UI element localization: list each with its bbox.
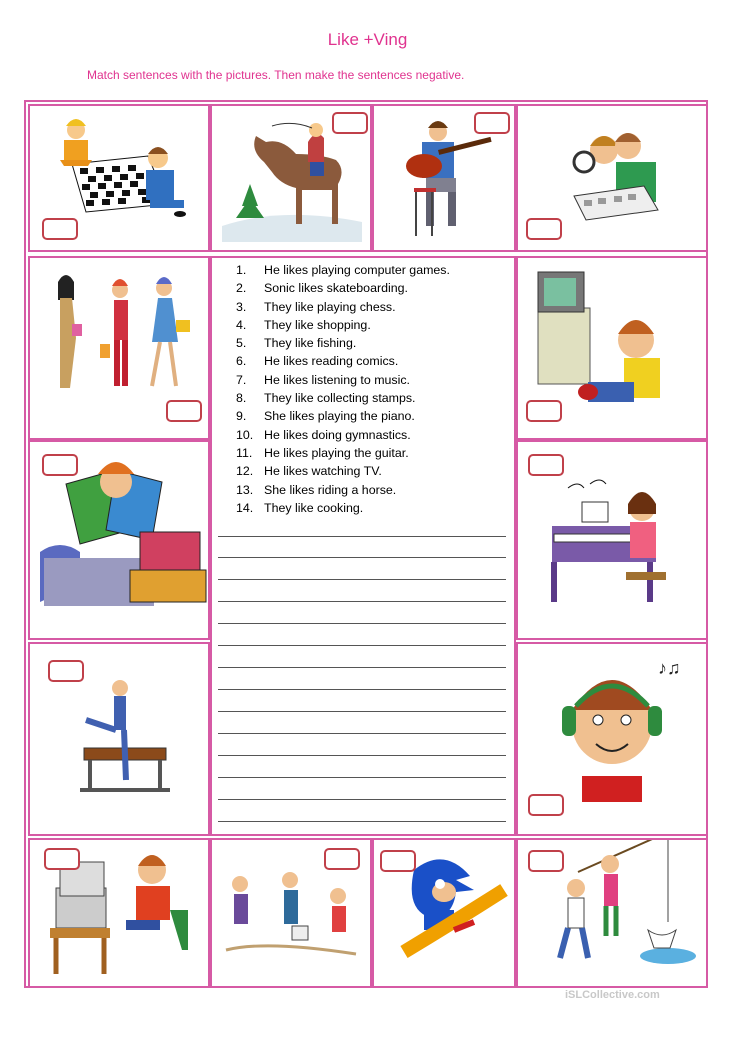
answer-box[interactable] <box>332 112 368 134</box>
sentence-item <box>236 371 450 389</box>
picture-cell-shopping <box>28 256 210 440</box>
answer-box[interactable] <box>380 850 416 872</box>
picture-cell-chess <box>28 104 210 252</box>
writing-line[interactable] <box>218 689 506 690</box>
sentence-text: Sonic likes skateboarding. <box>264 281 408 296</box>
site-watermark: iSLCollective.com <box>565 989 660 1001</box>
sentence-number: 7. <box>236 372 247 387</box>
sentence-item <box>236 426 450 444</box>
sentence-text: He likes reading comics. <box>264 354 399 369</box>
sentence-item <box>236 334 450 352</box>
sentence-text: He likes playing the guitar. <box>264 445 409 460</box>
sentence-number: 10. <box>236 427 254 442</box>
sentence-number: 9. <box>236 409 247 424</box>
answer-box[interactable] <box>528 850 564 872</box>
picture-cell-comics <box>28 440 210 640</box>
sentence-number: 12. <box>236 464 254 479</box>
picture-cell-tv <box>516 256 708 440</box>
answer-box[interactable] <box>528 454 564 476</box>
sentence-text: They like playing chess. <box>264 299 396 314</box>
sentence-item <box>236 279 450 297</box>
answer-box[interactable] <box>324 848 360 870</box>
sentence-number: 13. <box>236 482 254 497</box>
answer-box[interactable] <box>48 660 84 682</box>
writing-line[interactable] <box>218 799 506 800</box>
sentence-text: He likes playing computer games. <box>264 263 450 277</box>
sentence-item <box>236 298 450 316</box>
sentence-text: He likes doing gymnastics. <box>264 427 411 442</box>
sentence-text: She likes playing the piano. <box>264 409 415 424</box>
sentence-number: 1. <box>236 263 247 277</box>
sentence-number: 5. <box>236 336 247 351</box>
writing-line[interactable] <box>218 536 506 537</box>
sentence-number: 8. <box>236 391 247 406</box>
picture-cell-horse <box>210 104 372 252</box>
picture-cell-stamps <box>516 104 708 252</box>
picture-cell-piano <box>516 440 708 640</box>
answer-box[interactable] <box>44 848 80 870</box>
svg-text:♪♫: ♪♫ <box>658 658 681 678</box>
sentence-text: They like shopping. <box>264 317 371 332</box>
sentence-text: She likes riding a horse. <box>264 482 397 497</box>
sentence-number: 6. <box>236 354 247 369</box>
worksheet-title: Like +Ving <box>327 30 408 49</box>
answer-box[interactable] <box>526 218 562 240</box>
writing-line[interactable] <box>218 601 506 602</box>
answer-box[interactable] <box>42 454 78 476</box>
writing-line[interactable] <box>218 821 506 822</box>
sentence-text: They like collecting stamps. <box>264 391 416 406</box>
answer-box[interactable] <box>42 218 78 240</box>
sentence-item <box>236 316 450 334</box>
sentence-item <box>236 389 450 407</box>
writing-line[interactable] <box>218 755 506 756</box>
writing-line[interactable] <box>218 645 506 646</box>
writing-line[interactable] <box>218 711 506 712</box>
sentence-item <box>236 261 450 279</box>
sentence-text: They like fishing. <box>264 336 357 351</box>
sentence-list <box>236 261 450 517</box>
writing-line[interactable] <box>218 579 506 580</box>
writing-line[interactable] <box>218 777 506 778</box>
sentence-item <box>236 407 450 425</box>
sentence-item <box>236 499 450 517</box>
sentence-item <box>236 352 450 370</box>
sentence-item <box>236 444 450 462</box>
sentence-number: 3. <box>236 299 247 314</box>
sentence-number: 14. <box>236 500 254 515</box>
writing-line[interactable] <box>218 667 506 668</box>
picture-cell-computer <box>28 838 210 988</box>
sentence-text: They like cooking. <box>264 500 364 515</box>
sentence-number: 4. <box>236 317 247 332</box>
picture-cell-gymnastics <box>28 642 210 836</box>
writing-line[interactable] <box>218 557 506 558</box>
sentence-text: He likes listening to music. <box>264 372 410 387</box>
picture-cell-skateboard <box>372 838 516 988</box>
answer-box[interactable] <box>166 400 202 422</box>
writing-line[interactable] <box>218 733 506 734</box>
sentence-number: 11. <box>236 445 253 460</box>
sentence-text: He likes watching TV. <box>264 464 382 479</box>
sentence-item <box>236 481 450 499</box>
sentence-number: 2. <box>236 281 247 296</box>
answer-box[interactable] <box>526 400 562 422</box>
picture-cell-fishing <box>516 838 708 988</box>
sentence-item <box>236 462 450 480</box>
writing-line[interactable] <box>218 623 506 624</box>
picture-cell-guitar <box>372 104 516 252</box>
instruction-text: Match sentences with the pictures. Then make the sentences negative. <box>87 68 465 82</box>
answer-box[interactable] <box>474 112 510 134</box>
picture-cell-cooking <box>210 838 372 988</box>
picture-cell-music <box>516 642 708 836</box>
answer-box[interactable] <box>528 794 564 816</box>
